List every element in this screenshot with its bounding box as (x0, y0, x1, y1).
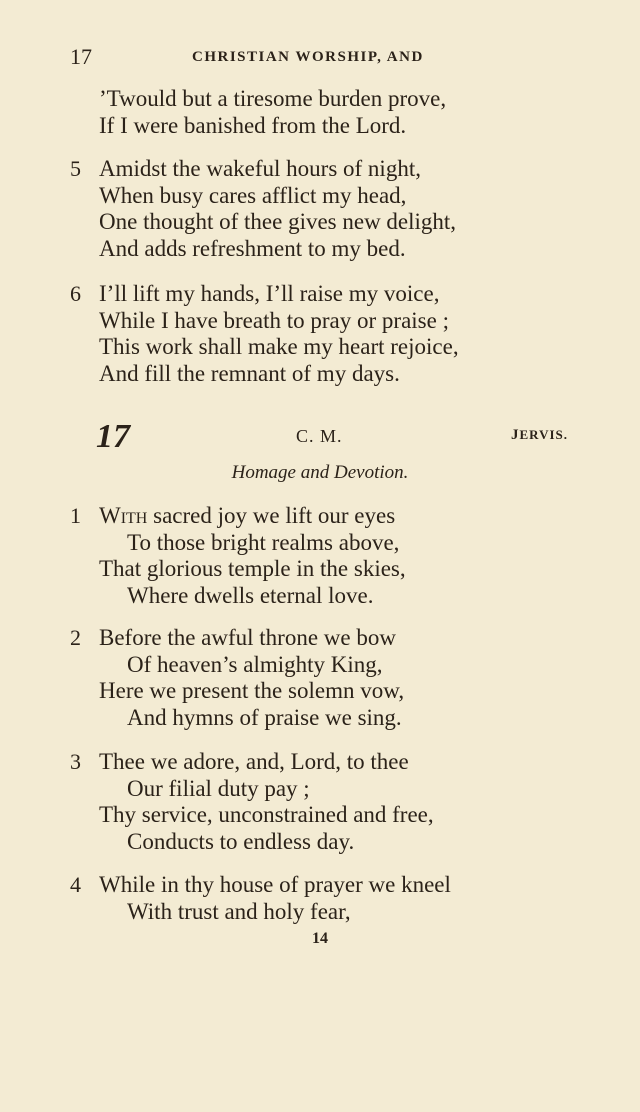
verse-line: Thy service, unconstrained and free, (99, 802, 434, 827)
hymn-number: 17 (96, 418, 130, 455)
verse-line: And adds refreshment to my bed. (99, 235, 406, 261)
verse-line: Before the awful throne we bow (99, 625, 396, 650)
composer-initial: J (510, 427, 520, 443)
hymn-stanza-2 (70, 625, 404, 731)
verse-line: One thought of thee gives new delight, (99, 209, 457, 234)
hymn-composer (511, 427, 568, 444)
verse-line: Here we present the solemn vow, (99, 678, 405, 703)
verse-line: Conducts to endless day. (127, 828, 355, 854)
verse-line: ’Twould but a tiresome burden prove, (99, 86, 447, 111)
verse-line: That glorious temple in the skies, (99, 556, 406, 581)
verse-line (99, 503, 406, 530)
verse-line: If I were banished from the Lord. (99, 112, 407, 138)
page-number: 17 (70, 44, 92, 69)
composer-rest: ERVIS. (519, 427, 568, 442)
verse-line: Of heaven’s almighty King, (127, 651, 383, 677)
stanza-number: 2 (70, 625, 81, 650)
verse-line: Where dwells eternal love. (127, 582, 374, 608)
verse-line: With trust and holy fear, (127, 898, 351, 924)
verse-line: This work shall make my heart rejoice, (99, 334, 459, 359)
stanza-5 (70, 156, 456, 262)
running-title: CHRISTIAN WORSHIP, AND (192, 49, 424, 65)
running-header (70, 44, 580, 72)
first-word: With (99, 503, 148, 528)
stanza-number: 6 (70, 281, 81, 306)
stanza-number: 1 (70, 503, 81, 528)
verse-line: And fill the remnant of my days. (99, 360, 400, 386)
signature-mark: 14 (312, 930, 328, 947)
hymn-stanza-3 (70, 749, 434, 855)
verse-line: When busy cares afflict my head, (99, 182, 407, 208)
stanza-6 (70, 281, 459, 387)
verse-line: Amidst the wakeful hours of night, (99, 156, 421, 181)
stanza-number: 3 (70, 749, 81, 774)
hymn-stanza-1 (70, 503, 406, 609)
verse-line: I’ll lift my hands, I’ll raise my voice, (99, 281, 440, 306)
first-line-rest: sacred joy we lift our eyes (147, 503, 396, 528)
hymn-subtitle: Homage and Devotion. (231, 462, 409, 483)
stanza-number: 5 (70, 156, 81, 181)
hymn-heading (96, 418, 568, 458)
stanza-number: 4 (70, 872, 81, 897)
verse-line: While in thy house of prayer we kneel (99, 872, 451, 897)
hymn-meter: C. M. (296, 426, 343, 446)
verse-line: Our filial duty pay ; (127, 775, 310, 801)
hymn-stanza-4 (70, 872, 451, 925)
verse-line: And hymns of praise we sing. (127, 704, 402, 730)
stanza-continuation (70, 86, 446, 139)
verse-line: Thee we adore, and, Lord, to thee (99, 749, 409, 774)
verse-line: While I have breath to pray or praise ; (99, 307, 449, 333)
verse-line: To those bright realms above, (127, 529, 400, 555)
